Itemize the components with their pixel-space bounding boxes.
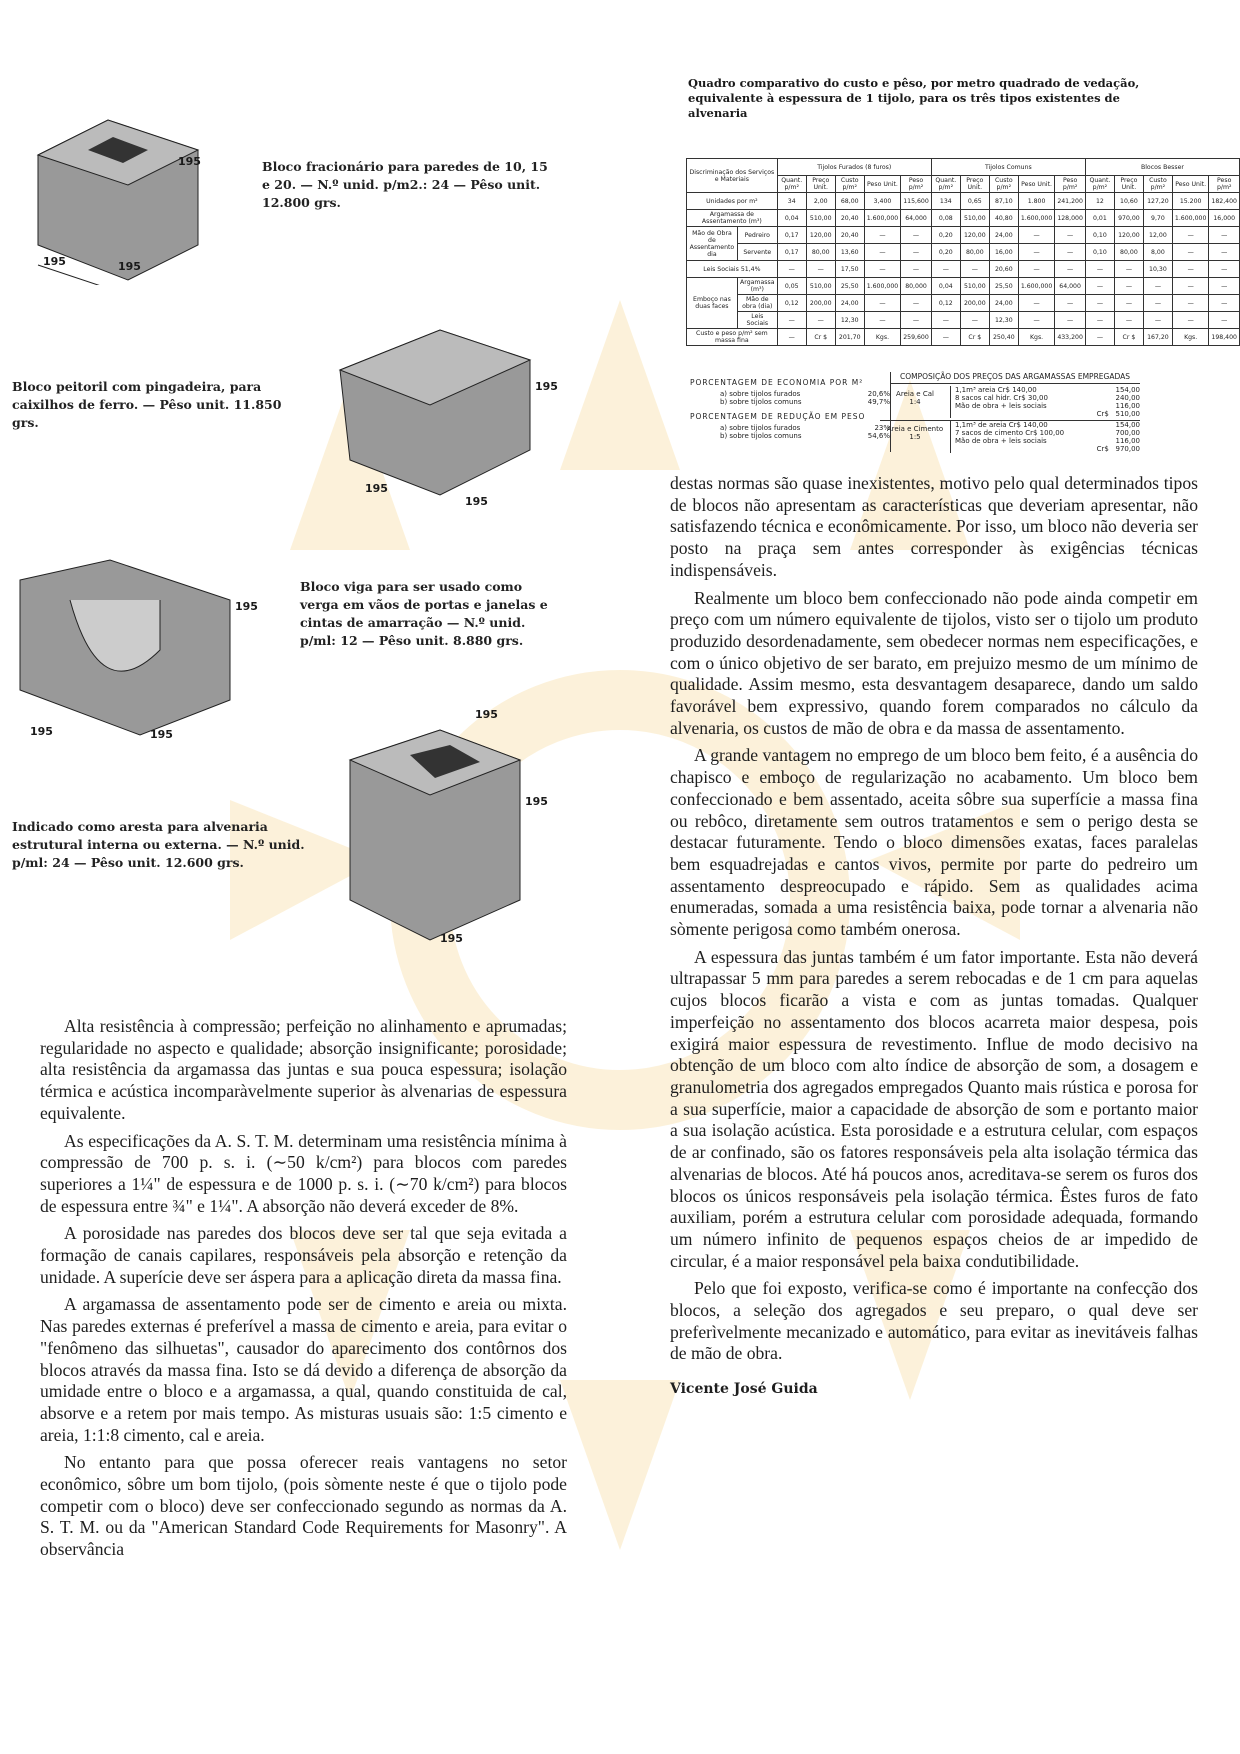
table-cell: — (1114, 295, 1143, 312)
table-cell: 12,30 (835, 312, 864, 329)
table-cell: — (1209, 261, 1240, 278)
reduction-item-value: 23% (874, 424, 890, 432)
table-cell: — (901, 227, 932, 244)
figure-caption: Bloco viga para ser usado como verga em vãos de portas e janelas e cintas de amarração — N.º unid. p/ml: 12 — Pêso unit. 8.880 grs. (300, 579, 548, 648)
table-cell: 80,00 (1114, 244, 1143, 261)
table-cell: — (864, 295, 901, 312)
table-subheader-cell: Quant. p/m² (1085, 176, 1114, 193)
table-cell: Kgs. (1172, 329, 1209, 346)
dimension-label: 195 (118, 260, 141, 273)
table-cell: 0,10 (1085, 244, 1114, 261)
table-cell: 0,04 (931, 278, 960, 295)
table-cell: 200,00 (806, 295, 835, 312)
table-cell: — (1085, 312, 1114, 329)
table-cell: 34 (777, 193, 806, 210)
reduction-item-label: b) sobre tijolos comuns (720, 432, 802, 440)
composition-line-value: 116,00 (1115, 402, 1140, 410)
table-cell: — (777, 312, 806, 329)
composition-line-value: 700,00 (1115, 429, 1140, 437)
table-cell: 0,05 (777, 278, 806, 295)
table-cell: 9,70 (1143, 210, 1172, 227)
dimension-label: 195 (235, 600, 258, 613)
table-cell: 1.600,000 (1018, 278, 1055, 295)
economy-item-label: b) sobre tijolos comuns (720, 398, 802, 406)
table-cell: 68,00 (835, 193, 864, 210)
table-subheader-cell: Custo p/m² (1143, 176, 1172, 193)
table-cell: — (1114, 278, 1143, 295)
table-cell: — (864, 227, 901, 244)
table-cell: — (901, 244, 932, 261)
table-cell: — (864, 312, 901, 329)
table-cell: 2,00 (806, 193, 835, 210)
table-cell: 80,000 (901, 278, 932, 295)
paragraph: Pelo que foi exposto, verifica-se como é importante na confecção dos blocos, a seleção dos agregados e seu preparo, o qual deve ser preferìvelmente mecanizado e automático, para evitar as inevitáveis falhas de mão de obra. (670, 1278, 1198, 1364)
table-subheader-cell: Peso p/m² (1055, 176, 1086, 193)
table-cell: Cr $ (806, 329, 835, 346)
table-cell: — (1018, 312, 1055, 329)
table-group-header: Tijolos Comuns (931, 159, 1085, 176)
composition-total-label: Cr$ (1096, 410, 1109, 418)
table-subheader-cell: Peso Unit. (1018, 176, 1055, 193)
table-cell: — (1172, 295, 1209, 312)
table-cell: 1.600,000 (1172, 210, 1209, 227)
table-cell: 0,17 (777, 244, 806, 261)
table-cell: — (1172, 244, 1209, 261)
table-cell: 115,600 (901, 193, 932, 210)
table-cell: 128,000 (1055, 210, 1086, 227)
table-cell: 0,65 (960, 193, 989, 210)
table-cell: — (1055, 244, 1086, 261)
dimension-label: 195 (465, 495, 488, 508)
table-subheader-cell: Custo p/m² (989, 176, 1018, 193)
table-cell: 167,20 (1143, 329, 1172, 346)
table-cell: — (1018, 244, 1055, 261)
table-cell: Kgs. (1018, 329, 1055, 346)
table-cell: — (960, 312, 989, 329)
table-cell: — (1114, 312, 1143, 329)
table-cell: 8,00 (1143, 244, 1172, 261)
composition-block (880, 372, 1140, 453)
figure-caption: Bloco fracionário para paredes de 10, 15 e 20. — N.º unid. p/m2.: 24 — Pêso unit. 12.800 grs. (262, 159, 548, 210)
table-cell: 3,400 (864, 193, 901, 210)
table-cell: 80,00 (960, 244, 989, 261)
table-cell: — (931, 329, 960, 346)
table-cell: — (1172, 227, 1209, 244)
table-cell: Cr $ (960, 329, 989, 346)
composition-title: COMPOSIÇÃO DOS PREÇOS DAS ARGAMASSAS EMPREGADAS (890, 372, 1140, 384)
table-cell: 0,20 (931, 244, 960, 261)
table-cell: 200,00 (960, 295, 989, 312)
composition-line-value: 240,00 (1115, 394, 1140, 402)
composition-line-value: 154,00 (1115, 386, 1140, 394)
row-sublabel: Argamassa (m³) (737, 278, 777, 295)
table-row (687, 227, 1240, 244)
table-cell: — (931, 261, 960, 278)
dimension-label: 195 (535, 380, 558, 393)
table-row (687, 261, 1240, 278)
table-cell: 16,000 (1209, 210, 1240, 227)
table-cell: 80,00 (806, 244, 835, 261)
table-cell: 970,00 (1114, 210, 1143, 227)
composition-line-value: 154,00 (1115, 421, 1140, 429)
table-cell: — (1209, 227, 1240, 244)
economy-item (690, 390, 890, 398)
table-subheader-cell: Preço Unit. (1114, 176, 1143, 193)
paragraph: No entanto para que possa oferecer reais vantagens no setor econômico, sôbre um bom tijolo, (pois sòmente neste é que o tijolo pode competir com o bloco) deve ser confeccionado segundo as normas da A. S. T. M. ou da "American Standard Code Requirements for Masonry". A observância (40, 1452, 567, 1560)
table-cell: — (1209, 244, 1240, 261)
row-sublabel: Leis Sociais (737, 312, 777, 329)
table-subheader-cell: Quant. p/m² (931, 176, 960, 193)
economy-title: PORCENTAGEM DE ECONOMIA POR M² (690, 378, 864, 387)
table-cell: 10,30 (1143, 261, 1172, 278)
table-cell: — (1055, 312, 1086, 329)
table-subheader-cell: Peso p/m² (1209, 176, 1240, 193)
table-cell: 510,00 (806, 278, 835, 295)
table-row (687, 329, 1240, 346)
table-cell: Kgs. (864, 329, 901, 346)
reduction-title: PORCENTAGEM DE REDUÇÃO EM PESO (690, 412, 866, 421)
table-row (687, 244, 1240, 261)
table-cell: 0,12 (931, 295, 960, 312)
table-subheader-cell: Peso Unit. (864, 176, 901, 193)
table-cell: 15.200 (1172, 193, 1209, 210)
table-row (687, 295, 1240, 312)
paragraph: A espessura das juntas também é um fator importante. Esta não deverá ultrapassar 5 mm para paredes a serem rebocadas e de 1 cm para aquelas cujos blocos ficarão a vista e com as juntas tomadas. Qualquer imperfeição no assentamento dos blocos acarreta maior despesa, pois exigirá maior espessura de revestimento. Influe de modo decisivo na obtenção de um bloco com alto índice de absorção de som, a dosagem e granulometria dos agregados empregados Quanto mais rústica e porosa for a sua superfície, maior a capacidade de absorção de som e portanto maior a sua isolação acústica. Esta porosidade e a estrutura celular, com espaços de ar confinado, são os fatores responsáveis pela alta isolação térmica das alvenarias de blocos. Até há poucos anos, acreditava-se serem os furos dos blocos os únicos responsáveis pela isolação térmica. Êstes furos de fato auxiliam, porém a estrutura celular com porosidade adequada, formando um número infinito de pequenos espaços cheios de ar impedido de circular, é a maior responsável pela baixa condutibilidade. (670, 946, 1198, 1271)
table-cell: 127,20 (1143, 193, 1172, 210)
table-row (687, 210, 1240, 227)
table-cell: — (1172, 312, 1209, 329)
table-cell: 182,400 (1209, 193, 1240, 210)
table-cell: 25,50 (835, 278, 864, 295)
economy-item (690, 398, 890, 406)
table-group-header: Blocos Besser (1085, 159, 1239, 176)
table-cell: 241,200 (1055, 193, 1086, 210)
table-cell: 20,40 (835, 227, 864, 244)
table-cell: — (1055, 295, 1086, 312)
table-cell: 40,80 (989, 210, 1018, 227)
table-cell: — (1085, 261, 1114, 278)
composition-total: 970,00 (1115, 445, 1140, 453)
table-cell: — (777, 261, 806, 278)
cost-weight-table (686, 158, 1240, 346)
table-cell: 0,10 (1085, 227, 1114, 244)
table-cell: — (1085, 329, 1114, 346)
table-cell: 17,50 (835, 261, 864, 278)
table-cell: — (1055, 227, 1086, 244)
paragraph-continuation: destas normas são quase inexistentes, motivo pelo qual determinados tipos de blocos não apresentam as características que deveriam apresentar, não satisfazendo técnica e econômicamente. Por isso, um bloco não deveria ser posto na praça sem antes corresponder às exigências técnicas indispensáveis. (670, 473, 1198, 580)
block-drawing-viga (10, 540, 260, 740)
table-cell: 12,30 (989, 312, 1018, 329)
table-header-row (687, 159, 1240, 176)
figure-bloco-viga (10, 540, 260, 740)
table-cell: 25,50 (989, 278, 1018, 295)
table-row (687, 193, 1240, 210)
table-cell: 120,00 (960, 227, 989, 244)
table-cell: 87,10 (989, 193, 1018, 210)
table-cell: 510,00 (806, 210, 835, 227)
paragraph: A grande vantagem no emprego de um bloco bem feito, é a ausência do chapisco e emboço de regularização no acabamento. Um bloco bem confeccionado e bem assentado, aceita sôbre sua superfície a massa fina ou rebôco, diretamente sem outros tratamentos e sem o perigo desta se destacar futuramente. Tendo o bloco dimensões exatas, faces paralelas bem esquadrejadas e cantos vivos, permite por parte do pedreiro um assentamento despreocupado e rápido. Sem as qualidades acima enumeradas, somada a uma resistência baixa, pode tornar a alvenaria não sòmente perigosa como também onerosa. (670, 745, 1198, 940)
figure-bloco-aresta (340, 700, 560, 960)
table-cell: — (806, 312, 835, 329)
row-label: Leis Sociais 51,4% (687, 261, 778, 278)
block-drawing-aresta (340, 700, 560, 960)
table-cell: — (864, 261, 901, 278)
row-label: Argamassa de Assentamento (m³) (687, 210, 778, 227)
composition-line-label: 8 sacos cal hidr. Cr$ 30,00 (955, 394, 1048, 402)
table-cell: 510,00 (960, 278, 989, 295)
paragraph: A porosidade nas paredes dos blocos deve ser tal que seja evitada a formação de canais capilares, responsáveis pela absorção e retenção da unidade. A superície deve ser áspera para a aplicação direta da massa fina. (40, 1223, 567, 1287)
figure-caption: Indicado como aresta para alvenaria estrutural interna ou externa. — N.º unid. p/ml: 24 — Pêso unit. 12.600 grs. (12, 819, 305, 870)
table-subheader-cell: Peso Unit. (1172, 176, 1209, 193)
composition-group-name: Areia e Cimento (886, 425, 944, 433)
table-cell: — (1018, 295, 1055, 312)
dimension-label: 195 (365, 482, 388, 495)
table-cell: — (1143, 295, 1172, 312)
table-cell: 201,70 (835, 329, 864, 346)
table-cell: 12,00 (1143, 227, 1172, 244)
composition-line-label: 1,1m³ areia Cr$ 140,00 (955, 386, 1037, 394)
dimension-label: 195 (440, 932, 463, 945)
figure-bloco-fracionario (18, 95, 218, 285)
table-group-header: Tijolos Furados (8 furos) (777, 159, 931, 176)
table-cell: — (901, 312, 932, 329)
table-cell: 510,00 (960, 210, 989, 227)
row-label: Emboço nas duas faces (687, 278, 738, 329)
table-cell: 0,04 (777, 210, 806, 227)
figure-caption: Bloco peitoril com pingadeira, para caixilhos de ferro. — Pêso unit. 11.850 grs. (12, 379, 282, 430)
composition-group (880, 420, 1140, 453)
table-cell: 1.600,000 (1018, 210, 1055, 227)
composition-total-label: Cr$ (1096, 445, 1109, 453)
composition-group-ratio: 1:5 (909, 433, 921, 441)
composition-group-ratio: 1:4 (909, 398, 921, 406)
dimension-label: 195 (150, 728, 173, 741)
table-cell: — (1209, 312, 1240, 329)
economy-item-value: 20,6% (867, 390, 890, 398)
table-cell: 16,00 (989, 244, 1018, 261)
table-cell: — (1085, 278, 1114, 295)
table-cell: 134 (931, 193, 960, 210)
table-cell: — (1018, 227, 1055, 244)
table-subheader-cell: Peso p/m² (901, 176, 932, 193)
row-sublabel: Mão de obra (dia) (737, 295, 777, 312)
table-row (687, 312, 1240, 329)
table-cell: — (901, 261, 932, 278)
table-cell: 24,00 (989, 227, 1018, 244)
table-cell: Cr $ (1114, 329, 1143, 346)
table-cell: 0,17 (777, 227, 806, 244)
table-cell: 64,000 (1055, 278, 1086, 295)
reduction-item-value: 54,6% (867, 432, 890, 440)
table-cell: 13,60 (835, 244, 864, 261)
economy-item-value: 49,7% (867, 398, 890, 406)
row-sublabel: Servente (737, 244, 777, 261)
dimension-label: 195 (43, 255, 66, 268)
table-cell: — (1209, 295, 1240, 312)
table-cell: — (777, 329, 806, 346)
table-cell: — (1172, 278, 1209, 295)
row-sublabel: Pedreiro (737, 227, 777, 244)
table-cell: — (1143, 278, 1172, 295)
table-title: Quadro comparativo do custo e pêso, por metro quadrado de vedação, equivalente à espessura de 1 tijolo, para os três tipos existentes de alvenaria (688, 76, 1140, 120)
table-cell: 120,00 (1114, 227, 1143, 244)
table-cell: 198,400 (1209, 329, 1240, 346)
paragraph: A argamassa de assentamento pode ser de cimento e areia ou mixta. Nas paredes externas é preferível a massa de cimento e areia, para evitar o "fenômeno das silhuetas", causador do aparecimento dos contôrnos dos blocos através da massa fina. Isto se dá devido a diferença de absorção da umidade entre o bloco e a argamassa, a qual, quando constituida de cal, absorve e a retem por mais tempo. As misturas usuais são: 1:5 cimento e areia, 1:1:8 cimento, cal e areia. (40, 1294, 567, 1445)
table-cell: 24,00 (835, 295, 864, 312)
row-label: Unidades por m² (687, 193, 778, 210)
composition-total: 510,00 (1115, 410, 1140, 418)
row-label: Mão de Obra de Assentamento dia (687, 227, 738, 261)
table-cell: — (1055, 261, 1086, 278)
table-cell: — (960, 261, 989, 278)
composition-line-label: Mão de obra + leis sociais (955, 402, 1047, 410)
composition-line-label: Mão de obra + leis sociais (955, 437, 1047, 445)
composition-line-label: 1,1m³ de areia Cr$ 140,00 (955, 421, 1048, 429)
table-cell: 0,08 (931, 210, 960, 227)
composition-line-value: 116,00 (1115, 437, 1140, 445)
table-head-label: Discriminação dos Serviços e Materiais (687, 159, 778, 193)
table-cell: 12 (1085, 193, 1114, 210)
table-cell: 433,200 (1055, 329, 1086, 346)
paragraph: Realmente um bloco bem confeccionado não pode ainda competir em preço com um número equivalente de tijolos, visto ser o tijolo um produto produzido desordenadamente, sem obedecer normas nem especificações, e com o único objetivo de ser barato, em prejuizo mesmo de um mínimo de qualidade. Assim mesmo, esta desvantagem desaparece, dando um saldo favorável bem expressivo, quando forem comparados no cálculo da alvenaria, os custos de mão de obra e da massa de assentamento. (670, 587, 1198, 738)
table-cell: — (1172, 261, 1209, 278)
composition-group (880, 386, 1140, 418)
table-cell: — (864, 244, 901, 261)
reduction-item-label: a) sobre tijolos furados (720, 424, 801, 432)
dimension-label: 195 (30, 725, 53, 738)
table-subheader-cell: Quant. p/m² (777, 176, 806, 193)
block-drawing-peitoril (330, 310, 560, 510)
table-cell: 64,000 (901, 210, 932, 227)
table-subheader-cell: Preço Unit. (960, 176, 989, 193)
table-cell: 10,60 (1114, 193, 1143, 210)
table-cell: 0,12 (777, 295, 806, 312)
table-cell: — (1085, 295, 1114, 312)
paragraph: As especificações da A. S. T. M. determinam uma resistência mínima à compressão de 700 p. s. i. (∼50 k/cm²) para blocos com paredes superiores a 1¼" de espessura e de 1000 p. s. i. (∼70 k/cm²) para blocos de espessura entre ¾" e 1¼". A absorção não deverá exceder de 8%. (40, 1130, 567, 1216)
table-subheader-cell: Preço Unit. (806, 176, 835, 193)
table-subheader-cell: Custo p/m² (835, 176, 864, 193)
table-cell: 0,01 (1085, 210, 1114, 227)
table-cell: — (901, 295, 932, 312)
economy-item-label: a) sobre tijolos furados (720, 390, 801, 398)
composition-line-label: 7 sacos de cimento Cr$ 100,00 (955, 429, 1065, 437)
table-cell: — (931, 312, 960, 329)
table-cell: 120,00 (806, 227, 835, 244)
table-cell: — (806, 261, 835, 278)
table-cell: 250,40 (989, 329, 1018, 346)
reduction-item (690, 424, 890, 432)
table-cell: 1.600,000 (864, 210, 901, 227)
table-cell: 1.800 (1018, 193, 1055, 210)
reduction-item (690, 432, 890, 440)
table-cell: — (1209, 278, 1240, 295)
composition-group-name: Areia e Cal (896, 390, 934, 398)
table-cell: — (1114, 261, 1143, 278)
left-column-text (40, 1016, 567, 1567)
author-signature: Vicente José Guida (670, 1381, 818, 1398)
table-cell: — (1018, 261, 1055, 278)
table-row (687, 278, 1240, 295)
dimension-label: 195 (178, 155, 201, 168)
right-column-text (670, 473, 1198, 1401)
table-cell: 1.600,000 (864, 278, 901, 295)
table-cell: 24,00 (989, 295, 1018, 312)
table-cell: 20,60 (989, 261, 1018, 278)
economy-block (690, 378, 890, 440)
table-cell: 0,20 (931, 227, 960, 244)
dimension-label: 195 (475, 708, 498, 721)
paragraph: Alta resistência à compressão; perfeição no alinhamento e aprumadas; regularidade no aspecto e qualidade; absorção insignificante; porosidade; alta resistência da argamassa das juntas e sua pouca espessura; isolação térmica e acústica incomparàvelmente superior às alvenarias de espessura equivalente. (40, 1016, 567, 1123)
table-cell: — (1143, 312, 1172, 329)
comparative-table (686, 158, 1240, 346)
table-cell: 259,600 (901, 329, 932, 346)
figure-bloco-peitoril (330, 310, 560, 510)
row-label: Custo e peso p/m² sem massa fina (687, 329, 778, 346)
dimension-label: 195 (525, 795, 548, 808)
table-cell: 20,40 (835, 210, 864, 227)
